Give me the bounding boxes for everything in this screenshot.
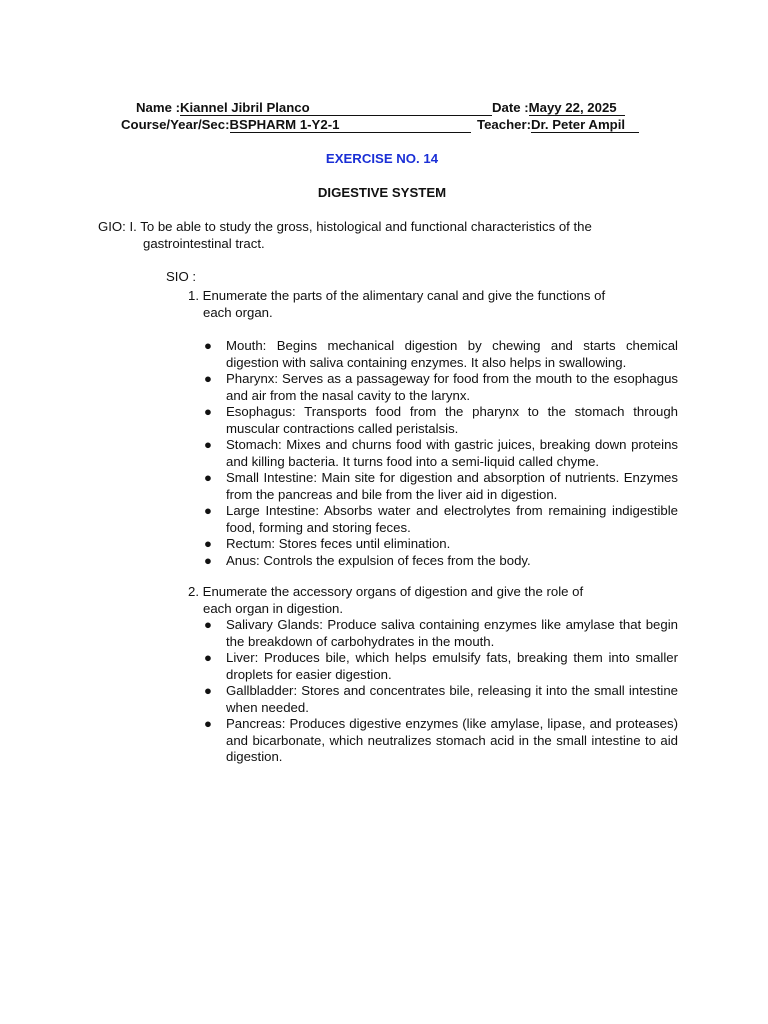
list-item: ● Mouth: Begins mechanical digestion by chewing and starts chemical digestion with saliva containing enzymes. It also helps in swallowing. bbox=[204, 338, 678, 370]
accessory-organs-list bbox=[204, 617, 678, 766]
bullet-icon: ● bbox=[204, 338, 212, 353]
course-field bbox=[121, 117, 471, 134]
bullet-icon: ● bbox=[204, 536, 212, 551]
list-item: ● Pancreas: Produces digestive enzymes (like amylase, lipase, and proteases) and bicarbonate, which neutralizes stomach acid in the small intestine to aid digestion. bbox=[204, 716, 678, 764]
date-value: Mayy 22, 2025 bbox=[529, 100, 625, 116]
bullet-icon: ● bbox=[204, 404, 212, 419]
gio-line-1: GIO: I. To be able to study the gross, histological and functional characteristics of the bbox=[98, 219, 592, 234]
course-label: Course/Year/Sec: bbox=[121, 117, 230, 132]
bullet-icon: ● bbox=[204, 683, 212, 698]
bullet-icon: ● bbox=[204, 437, 212, 452]
list-item: ● Small Intestine: Main site for digestion and absorption of nutrients. Enzymes from the pancreas and bile from the liver aid in digestion. bbox=[204, 470, 678, 502]
teacher-value: Dr. Peter Ampil bbox=[531, 117, 639, 133]
question-2 bbox=[188, 584, 648, 617]
list-item: ● Stomach: Mixes and churns food with gastric juices, breaking down proteins and killing bacteria. It turns food into a semi-liquid called chyme. bbox=[204, 437, 678, 469]
bullet-icon: ● bbox=[204, 503, 212, 518]
list-item: ● Anus: Controls the expulsion of feces from the body. bbox=[204, 552, 531, 568]
bullet-icon: ● bbox=[204, 617, 212, 632]
gio-paragraph bbox=[98, 219, 658, 252]
list-item: ● Large Intestine: Absorbs water and electrolytes from remaining indigestible food, forming and storing feces. bbox=[204, 503, 678, 535]
course-value: BSPHARM 1-Y2-1 bbox=[230, 117, 471, 133]
bullet-icon: ● bbox=[204, 650, 212, 665]
gio-line-2: gastrointestinal tract. bbox=[143, 235, 265, 251]
sio-label: SIO : bbox=[166, 269, 197, 284]
question-2-line-2: each organ in digestion. bbox=[203, 600, 344, 616]
alimentary-canal-list bbox=[204, 338, 678, 569]
list-item: ● Liver: Produces bile, which helps emulsify fats, breaking them into smaller droplets for easier digestion. bbox=[204, 650, 678, 682]
date-label: Date : bbox=[492, 100, 529, 115]
name-field bbox=[136, 100, 492, 117]
exercise-title: EXERCISE NO. 14 bbox=[325, 151, 439, 166]
list-item: ● Pharynx: Serves as a passageway for food from the mouth to the esophagus and air from the nasal cavity to the larynx. bbox=[204, 371, 678, 403]
teacher-field bbox=[477, 117, 639, 134]
bullet-icon: ● bbox=[204, 371, 212, 386]
teacher-label: Teacher: bbox=[477, 117, 531, 132]
topic-title: DIGESTIVE SYSTEM bbox=[317, 185, 447, 200]
list-item: ● Esophagus: Transports food from the pharynx to the stomach through muscular contractions called peristalsis. bbox=[204, 404, 678, 436]
bullet-icon: ● bbox=[204, 716, 212, 731]
list-item: ● Salivary Glands: Produce saliva containing enzymes like amylase that begin the breakdown of carbohydrates in the mouth. bbox=[204, 617, 678, 649]
question-1-line-1: 1. Enumerate the parts of the alimentary canal and give the functions of bbox=[188, 288, 606, 303]
list-item: ● Gallbladder: Stores and concentrates bile, releasing it into the small intestine when needed. bbox=[204, 683, 678, 715]
question-1-line-2: each organ. bbox=[203, 304, 273, 320]
question-2-line-1: 2. Enumerate the accessory organs of digestion and give the role of bbox=[188, 584, 584, 599]
date-field bbox=[492, 100, 625, 117]
bullet-icon: ● bbox=[204, 552, 212, 568]
list-item: ● Rectum: Stores feces until elimination. bbox=[204, 536, 451, 551]
name-label: Name : bbox=[136, 100, 180, 115]
bullet-icon: ● bbox=[204, 470, 212, 485]
name-value: Kiannel Jibril Planco bbox=[180, 100, 492, 116]
question-1 bbox=[188, 288, 648, 321]
